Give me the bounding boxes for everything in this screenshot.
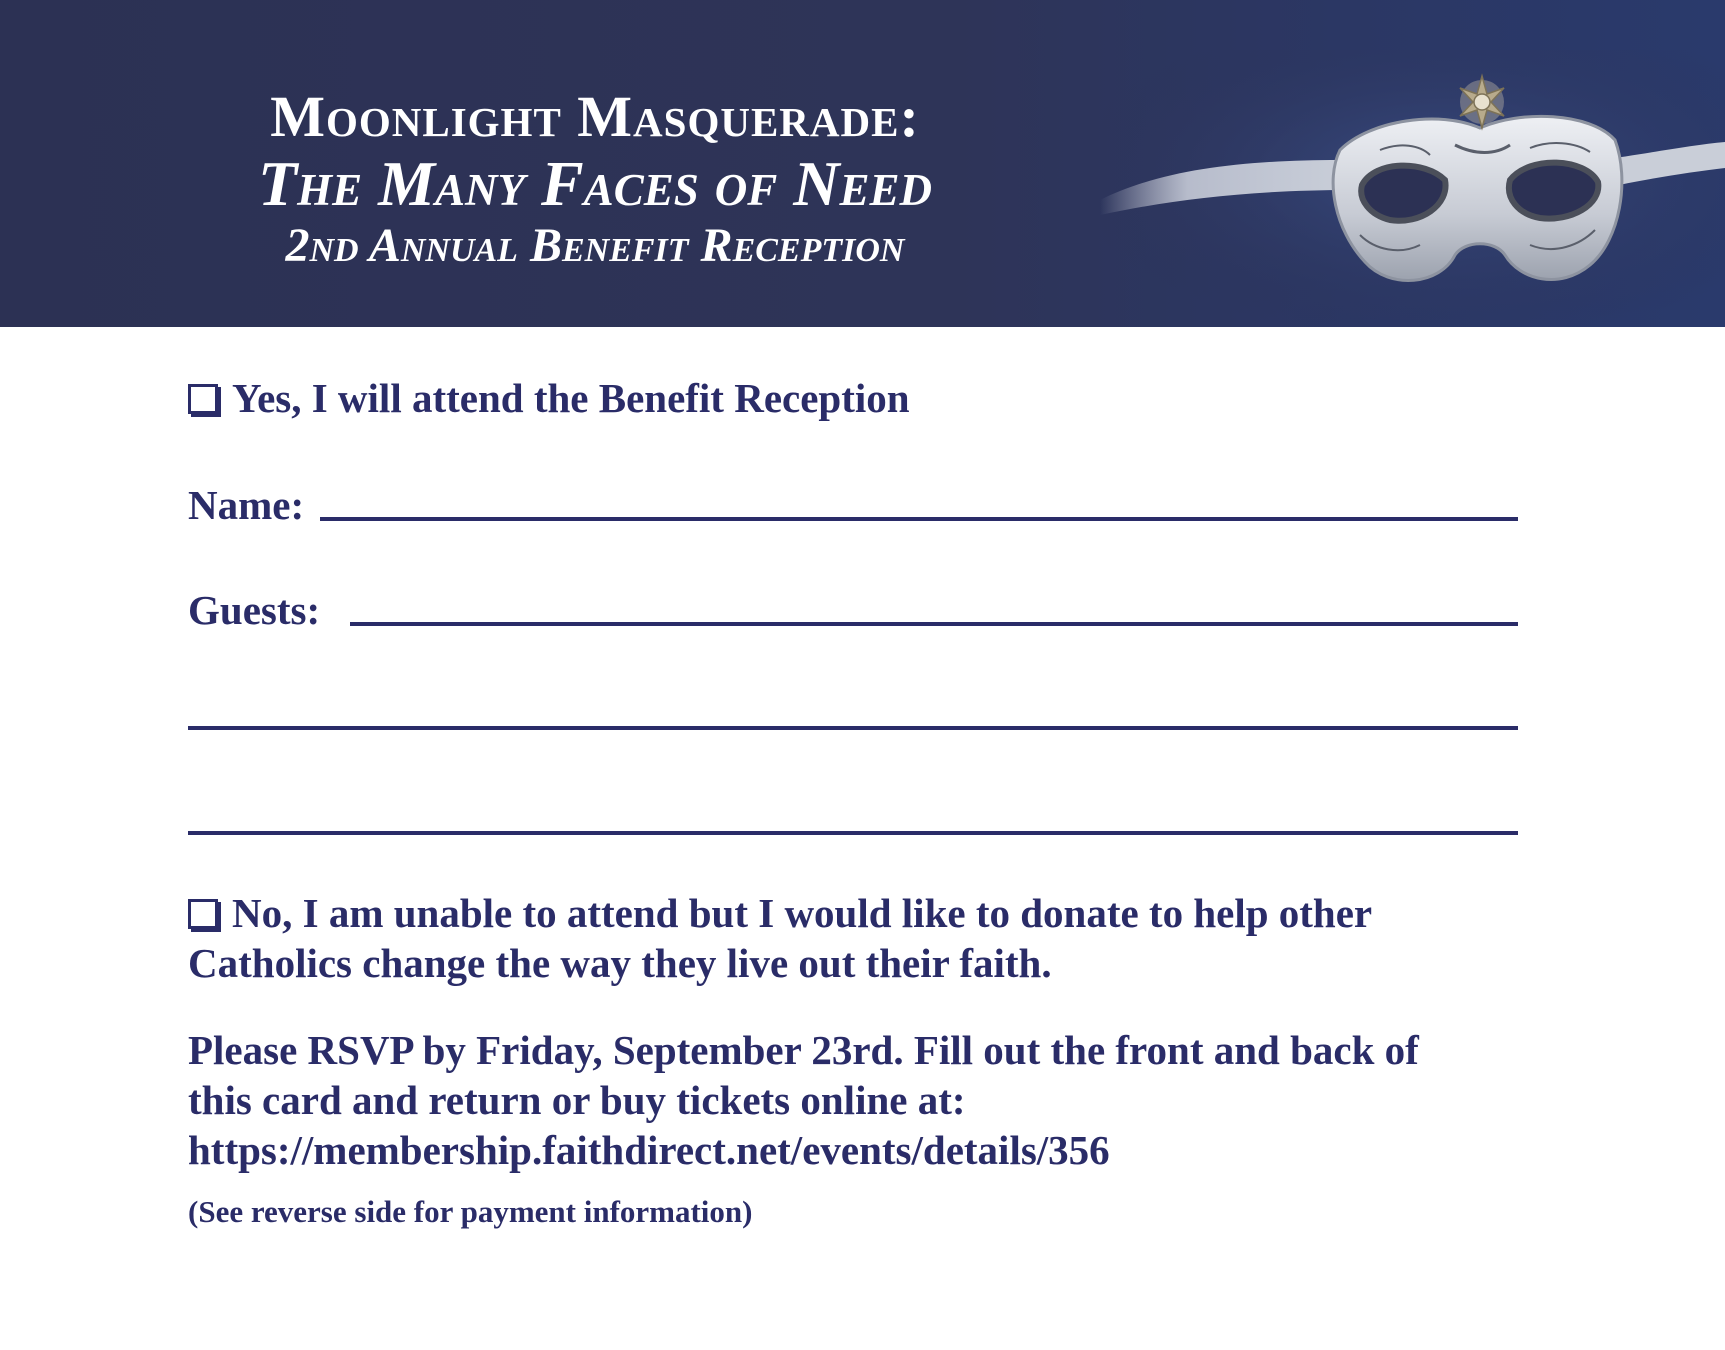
guests-input-line-3[interactable] — [188, 831, 1518, 835]
guests-input-line-1[interactable] — [350, 622, 1518, 626]
rsvp-line-2: this card and return or buy tickets online at: — [188, 1077, 966, 1123]
rsvp-link[interactable]: https://membership.faithdirect.net/events/details/356 — [188, 1127, 1110, 1173]
attend-option[interactable] — [188, 374, 910, 422]
name-input-line[interactable] — [320, 517, 1518, 521]
title-line-1: Moonlight Masquerade: — [270, 84, 920, 149]
guests-field-2 — [188, 690, 1518, 738]
guests-field-3 — [188, 795, 1518, 843]
rsvp-line-1: Please RSVP by Friday, September 23rd. Fill out the front and back of — [188, 1027, 1419, 1073]
decline-option-line-2: Catholics change the way they live out their faith. — [188, 940, 1052, 986]
title-line-3: 2nd Annual Benefit Reception — [285, 219, 905, 272]
checkbox-icon[interactable] — [188, 899, 218, 929]
header-banner — [0, 0, 1725, 327]
title-line-2: The Many Faces of Need — [257, 148, 933, 219]
rsvp-instructions — [188, 1025, 1419, 1175]
name-label: Name: — [188, 482, 305, 528]
guests-input-line-2[interactable] — [188, 726, 1518, 730]
name-field — [188, 481, 1518, 529]
masquerade-mask-image — [1100, 50, 1725, 327]
checkbox-icon[interactable] — [188, 384, 218, 414]
guests-label: Guests: — [188, 587, 321, 633]
attend-option-label: Yes, I will attend the Benefit Reception — [232, 375, 910, 421]
event-title — [0, 84, 1190, 274]
guests-field — [188, 586, 1518, 634]
decline-option-line-1: No, I am unable to attend but I would like to donate to help other — [232, 890, 1373, 936]
payment-note: (See reverse side for payment information) — [188, 1194, 753, 1229]
decline-option[interactable] — [188, 888, 1372, 988]
